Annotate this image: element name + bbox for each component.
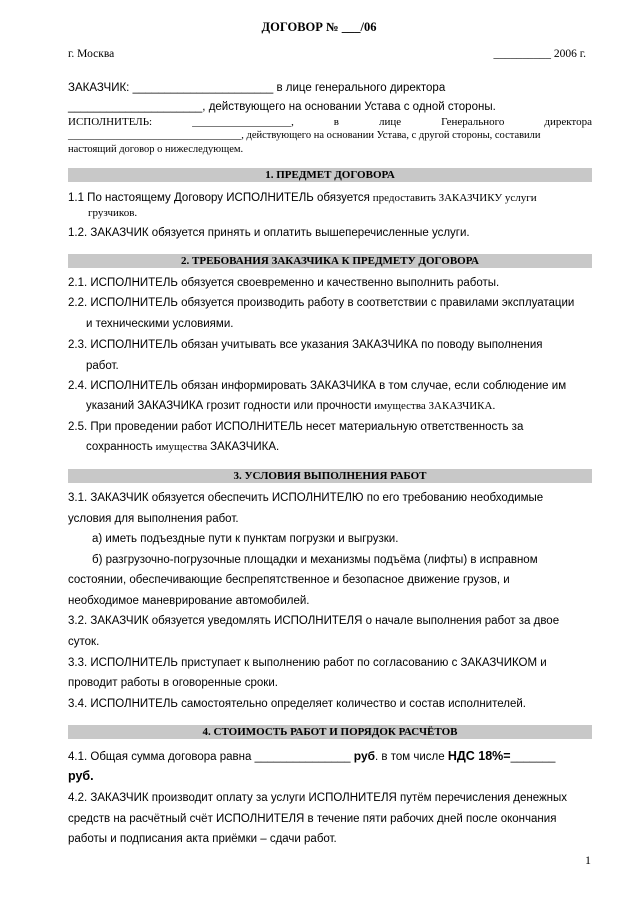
clause-3-1: 3.1. ЗАКАЗЧИК обязуется обеспечить ИСПОЛНИТЕЛЮ по его требованию необходимые <box>68 492 544 504</box>
clause-2-3-cont: работ. <box>86 360 119 372</box>
clause-3-3: 3.3. ИСПОЛНИТЕЛЬ приступает к выполнению работ по согласованию с ЗАКАЗЧИКОМ и <box>68 657 547 669</box>
preamble-word: директора <box>544 116 592 128</box>
section-header-3: 3. УСЛОВИЯ ВЫПОЛНЕНИЯ РАБОТ <box>68 469 592 483</box>
clause-text: 4.1. Общая сумма договора равна _______________ <box>68 751 351 763</box>
clause-3-3-cont: проводит работы в оговоренные сроки. <box>68 677 278 689</box>
preamble-line-4: _________________________________, действующего на основании Устава, с другой стороны, составили <box>68 130 541 141</box>
section-header-4: 4. СТОИМОСТЬ РАБОТ И ПОРЯДОК РАСЧЁТОВ <box>68 725 592 739</box>
clause-2-3: 2.3. ИСПОЛНИТЕЛЬ обязан учитывать все указания ЗАКАЗЧИКА по поводу выполнения <box>68 339 543 351</box>
clause-2-2: 2.2. ИСПОЛНИТЕЛЬ обязуется производить работу в соответствии с правилами эксплуатации <box>68 297 575 309</box>
clause-text: сохранность <box>86 441 153 453</box>
clause-4-2: 4.2. ЗАКАЗЧИК производит оплату за услуги ИСПОЛНИТЕЛЯ путём перечисления денежных <box>68 792 568 804</box>
clause-text: . в том числе <box>375 751 445 763</box>
clause-3-2-cont: суток. <box>68 636 100 648</box>
clause-4-2-cont: работы и подписания акта приёмки – сдачи работ. <box>68 833 337 845</box>
preamble-word: ИСПОЛНИТЕЛЬ: <box>68 116 153 128</box>
clause-3-2: 3.2. ЗАКАЗЧИК обязуется уведомлять ИСПОЛНИТЕЛЯ о начале выполнения работ за двое <box>68 615 560 627</box>
preamble-line-1: ЗАКАЗЧИК: ______________________ в лице генерального директора <box>68 82 446 94</box>
preamble-word: в <box>333 116 339 128</box>
clause-3-1-b: б) разгрузочно-погрузочные площадки и механизмы подъёма (лифты) в исправном <box>92 554 538 566</box>
section-header-1: 1. ПРЕДМЕТ ДОГОВОРА <box>68 168 592 182</box>
clause-3-1-b-cont: состоянии, обеспечивающие беспрепятственное и безопасное движение грузов, и <box>68 574 510 586</box>
clause-4-1-cont: руб. <box>68 769 94 783</box>
clause-2-4: 2.4. ИСПОЛНИТЕЛЬ обязан информировать ЗАКАЗЧИКА в том случае, если соблюдение им <box>68 380 567 392</box>
clause-2-2-cont: и техническими условиями. <box>86 318 234 330</box>
contract-date: __________ 2006 г. <box>493 48 586 60</box>
clause-1-1-cont: грузчиков. <box>88 207 138 219</box>
clause-text: указаний ЗАКАЗЧИКА грозит годности или прочности <box>86 400 372 412</box>
clause-3-1-b-cont: необходимое маневрирование автомобилей. <box>68 595 310 607</box>
clause-3-1-a: а) иметь подъездные пути к пунктам погрузки и выгрузки. <box>92 533 399 545</box>
clause-text: ЗАКАЗЧИКА. <box>210 441 280 453</box>
clause-text: имущества ЗАКАЗЧИКА. <box>374 400 496 412</box>
section-header-2: 2. ТРЕБОВАНИЯ ЗАКАЗЧИКА К ПРЕДМЕТУ ДОГОВОРА <box>68 254 592 268</box>
preamble-line-3 <box>68 116 592 128</box>
clause-text: 1.1 По настоящему Договору ИСПОЛНИТЕЛЬ обязуется <box>68 192 370 204</box>
clause-2-5: 2.5. При проведении работ ИСПОЛНИТЕЛЬ несет материальную ответственность за <box>68 421 524 433</box>
preamble-word: Генерального <box>441 116 505 128</box>
clause-text: имущества <box>155 441 208 453</box>
clause-1-2: 1.2. ЗАКАЗЧИК обязуется принять и оплатить вышеперечисленные услуги. <box>68 227 470 239</box>
vat-label: НДС 18%= <box>447 749 511 763</box>
clause-text: предоставить ЗАКАЗЧИКУ услуги <box>372 192 537 204</box>
clause-2-1: 2.1. ИСПОЛНИТЕЛЬ обязуется своевременно и качественно выполнить работы. <box>68 277 500 289</box>
preamble-line-2: _____________________, действующего на основании Устава с одной стороны. <box>68 101 496 113</box>
clause-1-1 <box>68 192 537 204</box>
preamble-line-5: настоящий договор о нижеследующем. <box>68 144 244 155</box>
clause-3-1-cont: условия для выполнения работ. <box>68 513 239 525</box>
preamble-word: __________________, <box>192 116 294 128</box>
clause-4-2-cont: средств на расчётный счёт ИСПОЛНИТЕЛЯ в течение пяти рабочих дней после окончания <box>68 813 557 825</box>
contract-city: г. Москва <box>68 48 115 60</box>
clause-2-5-cont <box>86 441 279 453</box>
clause-2-4-cont <box>86 400 495 412</box>
currency-label: руб <box>353 749 376 763</box>
clause-text: _______ <box>510 751 556 763</box>
clause-3-4: 3.4. ИСПОЛНИТЕЛЬ самостоятельно определяет количество и состав исполнителей. <box>68 698 526 710</box>
page-number: 1 <box>585 853 591 867</box>
preamble-word: лице <box>378 116 402 128</box>
clause-4-1 <box>68 749 555 763</box>
contract-title: ДОГОВОР № ___/06 <box>261 20 377 34</box>
